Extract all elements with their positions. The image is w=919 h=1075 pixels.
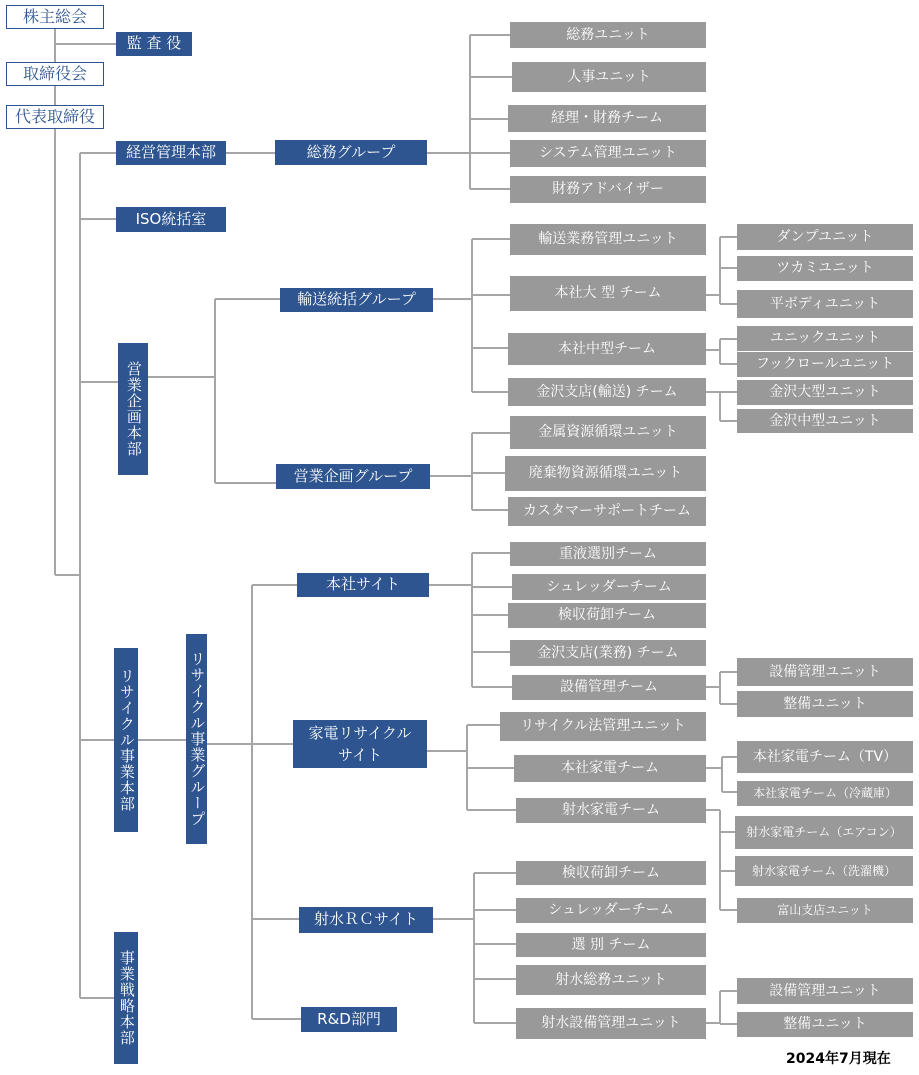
kanazawa-ops-team: 金沢支店(業務) チーム [510,640,706,666]
imizu-general-unit: 射水総務ユニット [516,965,706,995]
imizu-maintenance-unit: 整備ユニット [737,1012,913,1037]
head-site-box: 本社サイト [297,573,429,597]
head-appliance-team: 本社家電チーム [514,755,706,782]
hr-unit: 人事ユニット [512,62,706,92]
maintenance-unit: 整備ユニット [737,691,913,717]
sales-planning-group-box: 営業企画グループ [276,464,430,489]
waste-resource-unit: 廃棄物資源循環ユニット [505,456,706,491]
equipment-mgmt-unit: 設備管理ユニット [737,658,913,686]
imizu-site-box: 射水ＲＣサイト [299,907,433,933]
imizu-equipment-unit: 射水設備管理ユニット [516,1008,706,1039]
general-affairs-unit: 総務ユニット [510,22,706,48]
heavy-liquid-team: 重液選別チーム [510,542,706,566]
finance-advisor: 財務アドバイザー [510,176,706,203]
dump-unit: ダンプユニット [737,224,913,250]
iso-office-box: ISO統括室 [116,207,226,232]
transport-ops-unit: 輸送業務管理ユニット [510,224,706,255]
board-box: 取締役会 [6,62,104,86]
appliance-site-box [293,720,427,768]
shredder-team: シュレッダーチーム [512,574,706,600]
flatbed-unit: 平ボディユニット [737,290,913,318]
imizu-shredder-team: シュレッダーチーム [516,898,706,923]
rd-dept-box: R&D部門 [301,1007,397,1032]
management-division-box: 経営管理本部 [116,141,226,165]
accounting-team: 経理・財務チーム [508,105,706,132]
auditor-box: 監 査 役 [116,32,192,56]
sorting-team: 選 別 チーム [516,933,706,957]
head-appliance-fridge: 本社家電チーム（冷蔵庫） [737,781,913,806]
metal-resource-unit: 金属資源循環ユニット [510,416,706,449]
unic-unit: ユニックユニット [737,326,913,351]
kanazawa-medium-unit: 金沢中型ユニット [737,409,913,433]
customer-support-team: カスタマーサポートチーム [508,497,706,526]
kanazawa-large-unit: 金沢大型ユニット [737,380,913,405]
shareholders-meeting-box: 株主総会 [6,5,104,29]
hookroll-unit: フックロールユニット [737,352,913,377]
sales-planning-division-box: 営業企画本部 [118,343,148,475]
general-affairs-group-box: 総務グループ [275,140,427,165]
head-appliance-tv: 本社家電チーム（TV） [737,741,913,773]
recycling-division-box: リサイクル事業本部 [114,648,138,832]
imizu-receiving-team: 検収荷卸チーム [516,861,706,885]
as-of-date: 2024年7月現在 [786,1051,891,1067]
head-medium-team: 本社中型チーム [508,333,706,365]
appliance-site-line1: 家電リサイクル [308,724,412,742]
equipment-team: 設備管理チーム [512,675,706,700]
toyama-branch-unit: 富山支店ユニット [737,898,913,923]
imizu-appliance-aircon: 射水家電チーム（エアコン） [735,816,913,849]
receiving-team: 検収荷卸チーム [508,603,706,628]
head-large-team: 本社大 型 チーム [510,276,706,311]
imizu-appliance-washer: 射水家電チーム（洗濯機） [735,856,913,886]
imizu-equipment-mgmt-unit: 設備管理ユニット [737,978,913,1004]
appliance-site-line2: サイト [338,746,382,764]
system-unit: システム管理ユニット [510,140,706,167]
strategy-division-box: 事業戦略本部 [114,932,138,1064]
kanazawa-transport-team: 金沢支店(輸送) チーム [508,378,706,406]
transport-group-box: 輸送統括グループ [280,288,433,312]
recycling-law-unit: リサイクル法管理ユニット [500,712,706,741]
grab-unit: ツカミユニット [737,256,913,281]
recycling-group-box: リサイクル事業グループ [186,634,207,844]
imizu-appliance-team: 射水家電チーム [516,798,706,823]
president-box: 代表取締役 [6,105,104,129]
